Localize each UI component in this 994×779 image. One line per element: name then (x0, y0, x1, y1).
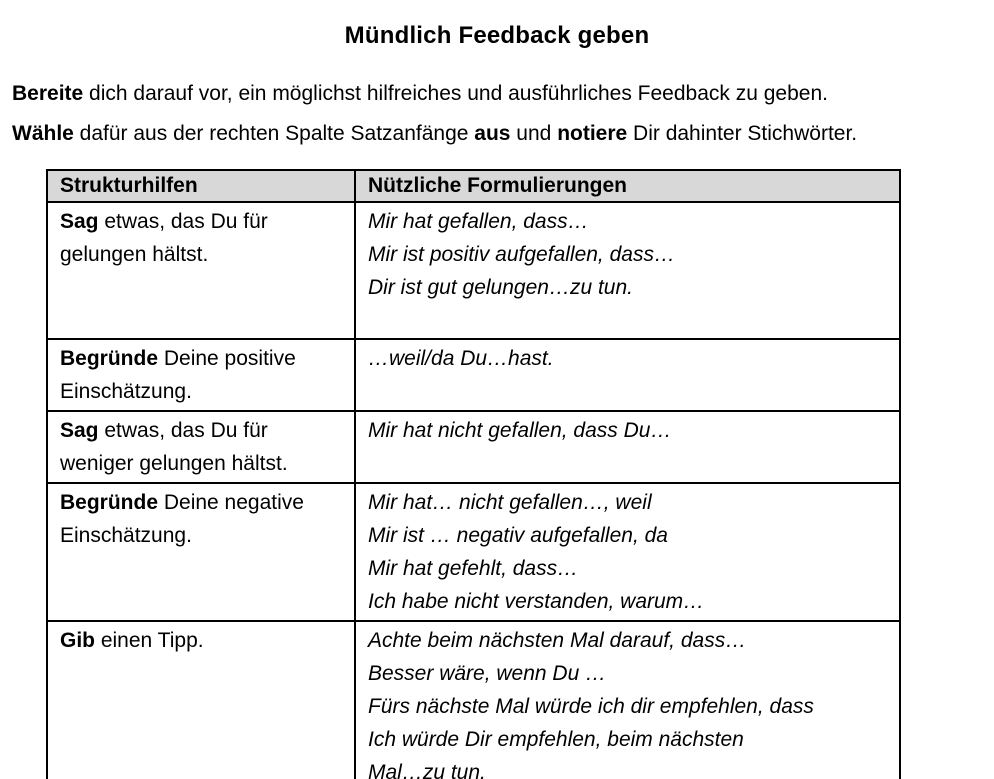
column-header-strukturhilfen: Strukturhilfen (47, 170, 355, 202)
structure-hint-keyword: Sag (60, 419, 99, 442)
phrase-line: Mir ist positiv aufgefallen, dass… (368, 243, 675, 266)
structure-hint-cell (47, 621, 355, 779)
phrase-line: Mir ist … negativ aufgefallen, da (368, 524, 668, 547)
structure-hint-cell (47, 202, 355, 339)
phrases-cell (355, 483, 900, 621)
phrases-cell (355, 339, 900, 411)
phrases-cell (355, 202, 900, 339)
table-row (47, 621, 900, 779)
table-row (47, 411, 900, 483)
intro-keyword: Bereite (12, 82, 84, 105)
structure-hint-cell (47, 339, 355, 411)
phrase-line: Fürs nächste Mal würde ich dir empfehlen, dass (368, 695, 814, 718)
phrases-cell (355, 411, 900, 483)
phrase-line: Dir ist gut gelungen…zu tun. (368, 276, 633, 299)
page-title: Mündlich Feedback geben (344, 22, 650, 49)
phrase-line: Besser wäre, wenn Du … (368, 662, 607, 685)
structure-hint-keyword: Gib (60, 629, 95, 652)
intro-keyword: notiere (557, 122, 628, 145)
structure-hint-text: einen Tipp. (95, 629, 204, 652)
structure-hint-cell (47, 483, 355, 621)
intro-text: dafür aus der rechten Spalte Satzanfänge (73, 122, 475, 145)
intro-text: Dir dahinter Stichwörter. (627, 122, 858, 145)
intro-paragraph (0, 74, 994, 154)
phrase-line: Achte beim nächsten Mal darauf, dass… (368, 629, 747, 652)
column-header-formulierungen: Nützliche Formulierungen (355, 170, 900, 202)
phrase-line: …weil/da Du…hast. (368, 347, 554, 370)
intro-text: und (510, 122, 558, 145)
table-row (47, 339, 900, 411)
phrase-line: Ich habe nicht verstanden, warum… (368, 590, 705, 613)
intro-text: dich darauf vor, ein möglichst hilfreiches und ausführliches Feedback zu geben. (83, 82, 828, 105)
phrase-line: Mal…zu tun. (368, 761, 486, 779)
phrase-line: Mir hat gefallen, dass… (368, 210, 589, 233)
table-row (47, 483, 900, 621)
structure-hint-text: etwas, das Du für gelungen hältst. (60, 210, 268, 266)
phrase-line: Mir hat… nicht gefallen…, weil (368, 491, 652, 514)
phrase-line: Ich würde Dir empfehlen, beim nächsten (368, 728, 744, 751)
phrases-cell (355, 621, 900, 779)
intro-line-1 (6, 74, 988, 114)
structure-hint-text: Deine positive Einschätzung. (60, 347, 296, 403)
table-header-row (47, 170, 900, 202)
feedback-table (46, 169, 901, 779)
intro-line-2 (6, 114, 988, 154)
structure-hint-keyword: Begründe (60, 347, 159, 370)
intro-keyword: Wähle (12, 122, 74, 145)
intro-keyword: aus (474, 122, 511, 145)
structure-hint-text: Deine negative Einschätzung. (60, 491, 304, 547)
structure-hint-text: etwas, das Du für weniger gelungen hältst. (60, 419, 288, 475)
table-row (47, 202, 900, 339)
structure-hint-keyword: Sag (60, 210, 99, 233)
phrase-line: Mir hat gefehlt, dass… (368, 557, 579, 580)
structure-hint-cell (47, 411, 355, 483)
structure-hint-keyword: Begründe (60, 491, 159, 514)
phrase-line: Mir hat nicht gefallen, dass Du… (368, 419, 672, 442)
